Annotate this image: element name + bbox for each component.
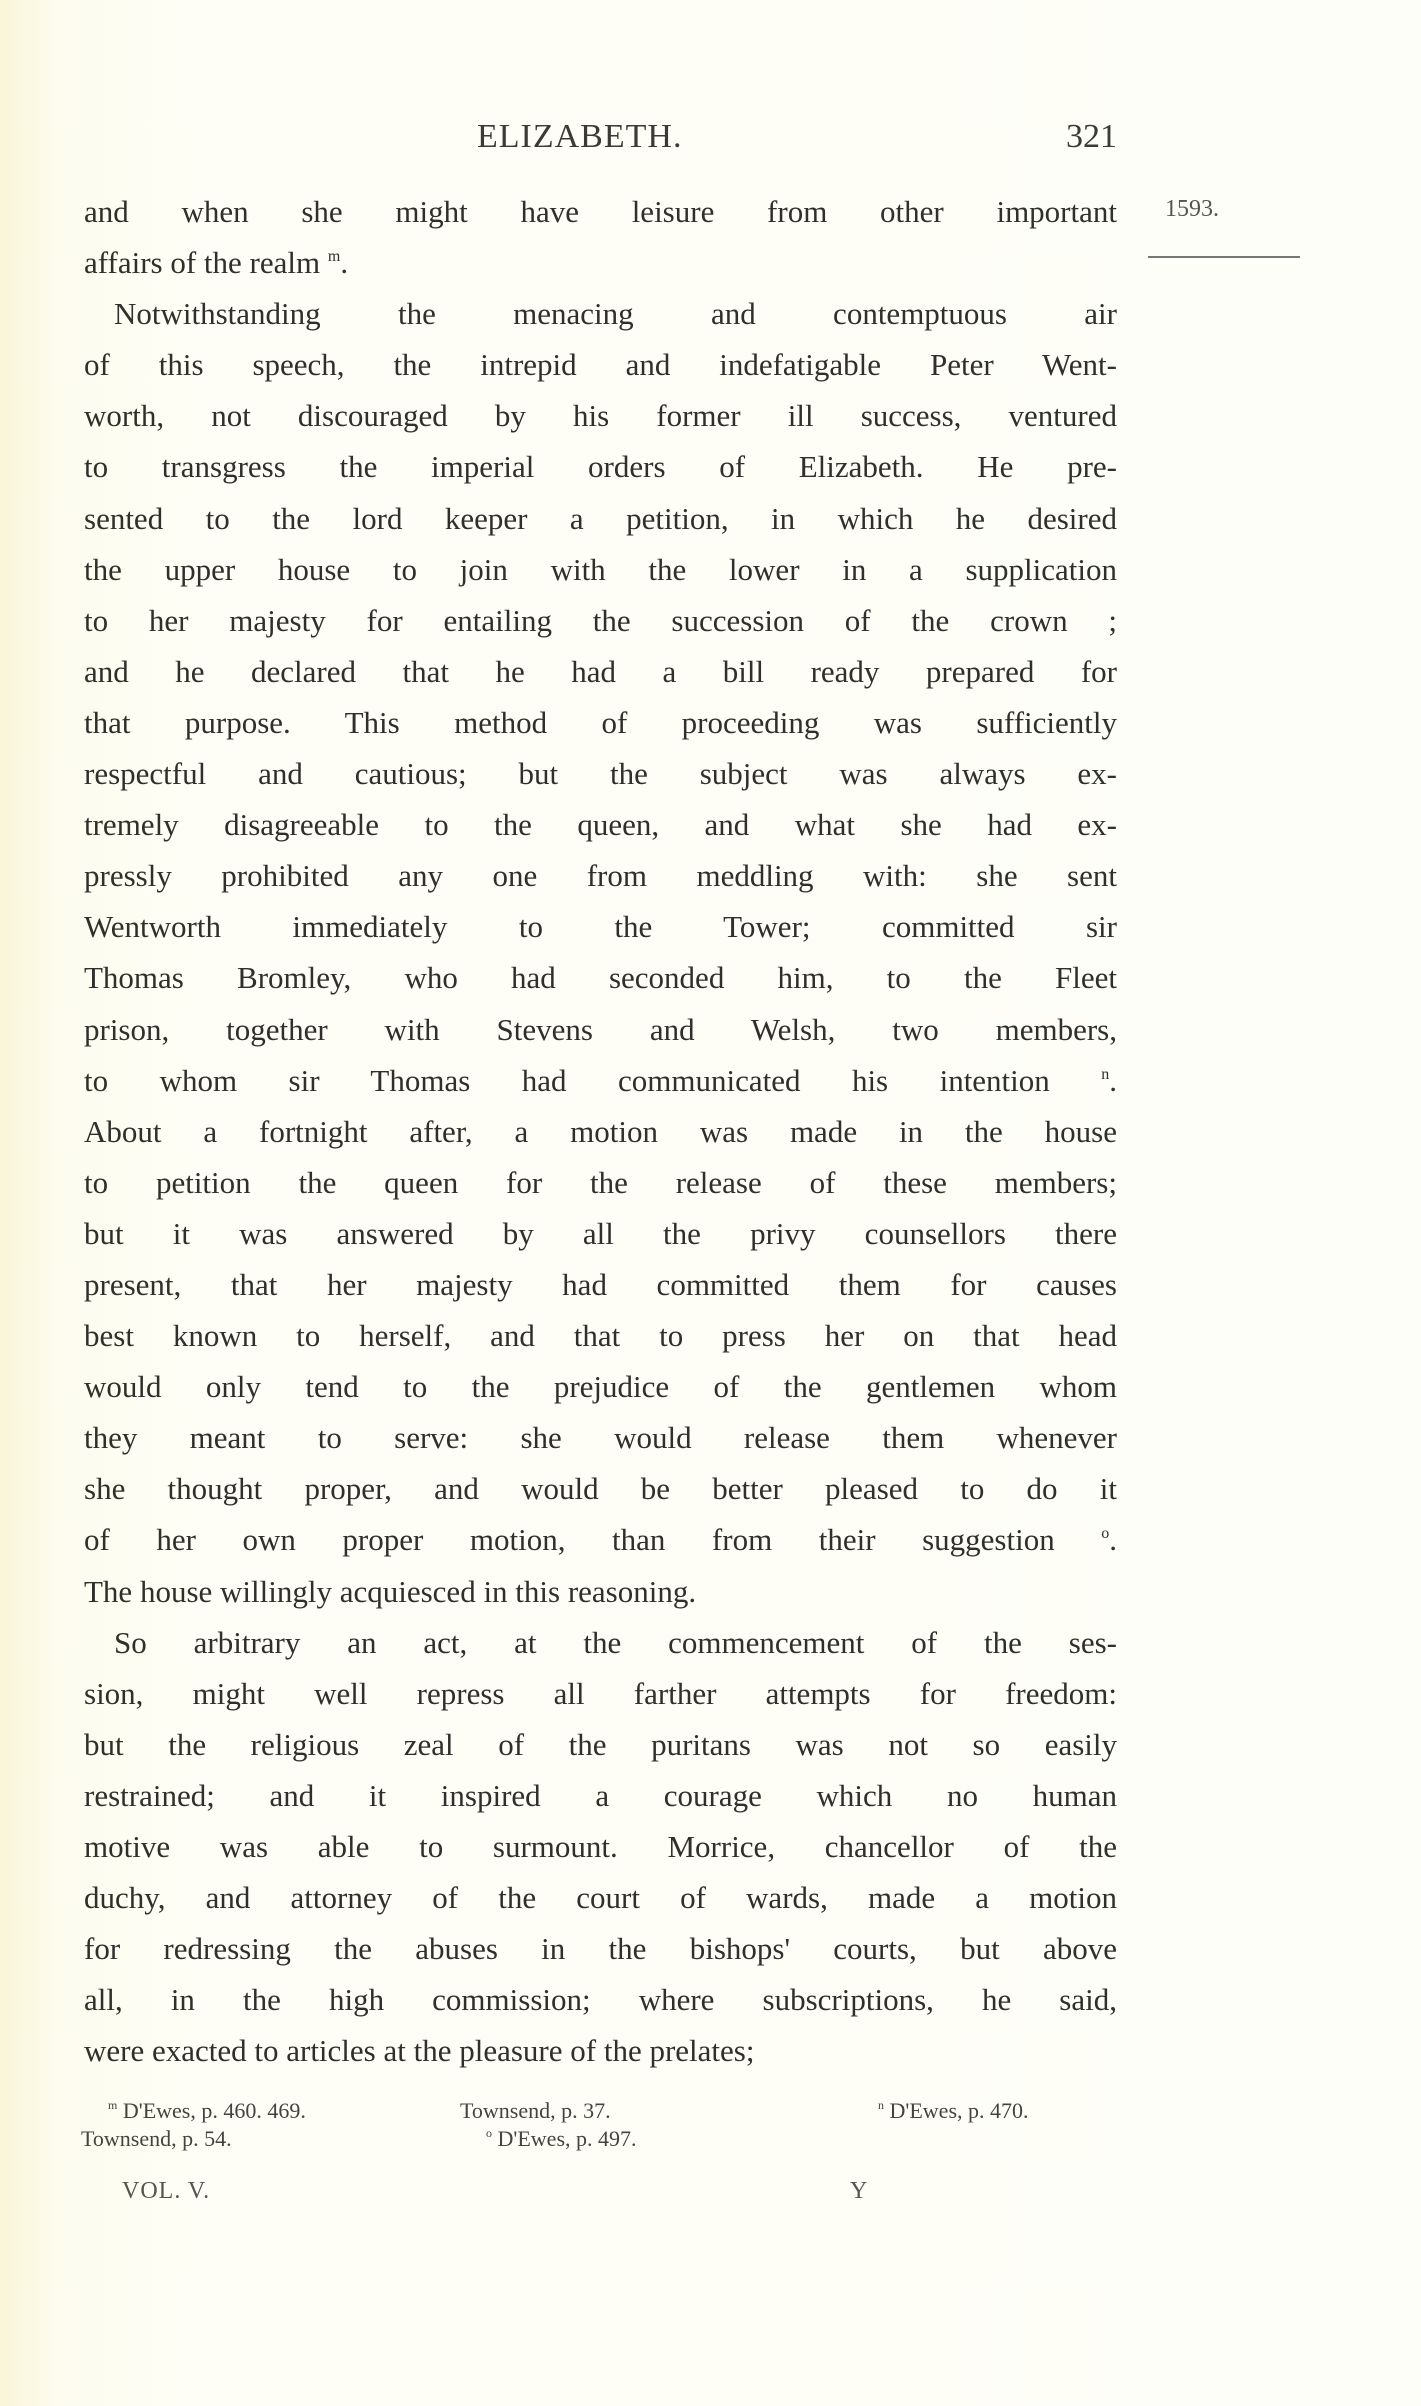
text-line-content: of this speech, the intrepid and indefatigable Peter Went- [84, 347, 1117, 383]
text-line [84, 1412, 1117, 1463]
footnote-marker: n [878, 2098, 884, 2112]
text-line [84, 1361, 1117, 1412]
text-line [84, 595, 1117, 646]
margin-year-note: 1593. [1165, 196, 1219, 222]
running-title: ELIZABETH. [477, 118, 683, 155]
footnote-text: D'Ewes, p. 460. 469. [122, 2098, 306, 2123]
footnote-o [486, 2126, 637, 2152]
text-line [84, 1821, 1117, 1872]
text-line [84, 441, 1117, 492]
text-line-content: prison, together with Stevens and Welsh, two members, [84, 1011, 1117, 1047]
text-line-content: About a fortnight after, a motion was made in the house [84, 1113, 1117, 1149]
footnote-marker: m [108, 2098, 118, 2112]
text-line-content: she thought proper, and would be better pleased to do it [84, 1471, 1117, 1507]
text-line-content: Notwithstanding the menacing and contemptuous air [114, 296, 1117, 332]
punctuation: . [1109, 1062, 1118, 1098]
page-number: 321 [1066, 118, 1117, 155]
text-line [84, 748, 1117, 799]
text-line-content: to petition the queen for the release of these members; [84, 1164, 1117, 1200]
text-line [84, 1923, 1117, 1974]
text-line-content: but the religious zeal of the puritans was not so easily [84, 1726, 1117, 1762]
text-line [84, 2025, 1117, 2076]
punctuation: . [1109, 1522, 1117, 1558]
text-line-content: worth, not discouraged by his former ill success, ventured [84, 398, 1117, 434]
text-line-content: pressly prohibited any one from meddling with: she sent [84, 858, 1117, 894]
footnote-marker: o [486, 2126, 492, 2140]
text-line [84, 186, 1117, 237]
text-line [84, 1055, 1117, 1106]
text-line-content: the upper house to join with the lower in a supplication [84, 551, 1117, 587]
footnote-m [108, 2098, 306, 2124]
footnote-m-cont2: Townsend, p. 54. [81, 2126, 232, 2151]
text-line [84, 901, 1117, 952]
text-line [84, 1514, 1117, 1565]
text-line [84, 697, 1117, 748]
text-line [84, 1106, 1117, 1157]
margin-rule [1148, 256, 1300, 258]
text-line-content: tremely disagreeable to the queen, and what she had ex- [84, 807, 1117, 843]
text-line-content: Thomas Bromley, who had seconded him, to the Fleet [84, 960, 1117, 996]
text-line-content: and when she might have leisure from other important [84, 194, 1117, 229]
text-line-content: best known to herself, and that to press her on that head [84, 1318, 1117, 1354]
text-line [84, 288, 1117, 339]
text-line-content: sion, might well repress all farther attempts for freedom: [84, 1675, 1117, 1711]
text-line [84, 390, 1117, 441]
text-line-content: So arbitrary an act, at the commencement of the ses- [114, 1624, 1117, 1660]
text-line [84, 1157, 1117, 1208]
note-reference: o [1101, 1525, 1110, 1543]
text-line-content: The house willingly acquiesced in this reasoning. [84, 1573, 697, 1609]
text-line [84, 1463, 1117, 1514]
text-line-content: respectful and cautious; but the subject was always ex- [84, 756, 1117, 792]
text-line [84, 1872, 1117, 1923]
text-line-content: present, that her majesty had committed them for causes [84, 1266, 1117, 1302]
footnote-text: D'Ewes, p. 470. [889, 2098, 1029, 2123]
text-line [84, 1974, 1117, 2025]
note-reference: m [327, 248, 341, 266]
text-line-content: of her own proper motion, than from their suggestion [84, 1522, 1055, 1558]
text-line-content: to her majesty for entailing the succession of the crown ; [84, 602, 1117, 638]
text-line-content: restrained; and it inspired a courage which no human [84, 1777, 1117, 1813]
text-line [84, 544, 1117, 595]
text-line-content: but it was answered by all the privy counsellors there [84, 1215, 1117, 1251]
note-reference: n [1101, 1065, 1110, 1083]
text-line-content: were exacted to articles at the pleasure of the prelates; [84, 2033, 755, 2069]
text-line-content: affairs of the realm [84, 245, 321, 281]
text-line [84, 799, 1117, 850]
volume-signature: VOL. V. [122, 2178, 211, 2204]
text-line [84, 850, 1117, 901]
text-line-content: for redressing the abuses in the bishops' courts, but above [84, 1931, 1117, 1967]
text-line [84, 1719, 1117, 1770]
text-line [84, 339, 1117, 390]
text-line-content: they meant to serve: she would release them whenever [84, 1420, 1117, 1456]
footnote-text: D'Ewes, p. 497. [497, 2126, 637, 2151]
text-line-content: motive was able to surmount. Morrice, chancellor of the [84, 1829, 1117, 1864]
text-line-content: duchy, and attorney of the court of wards, made a motion [84, 1880, 1117, 1916]
text-line [84, 1310, 1117, 1361]
text-line [84, 1617, 1117, 1668]
text-line-content: to transgress the imperial orders of Elizabeth. He pre- [84, 449, 1117, 485]
text-line-content: and he declared that he had a bill ready prepared for [84, 653, 1117, 689]
text-line-content: sented to the lord keeper a petition, in which he desired [84, 500, 1117, 536]
text-line [84, 237, 1117, 288]
text-line-content: all, in the high commission; where subscriptions, he said, [84, 1982, 1117, 2018]
text-line [84, 1208, 1117, 1259]
body-text [84, 186, 1117, 2076]
text-line [84, 1668, 1117, 1719]
text-line [84, 1004, 1117, 1055]
footnote-m-cont: Townsend, p. 37. [460, 2098, 611, 2123]
punctuation: . [340, 245, 349, 281]
signature-mark: Y [850, 2178, 868, 2204]
text-line [84, 1259, 1117, 1310]
text-line [84, 646, 1117, 697]
text-line [84, 493, 1117, 544]
text-line [84, 1770, 1117, 1821]
footnote-n [878, 2098, 1029, 2124]
text-line [84, 952, 1117, 1003]
text-line-content: Wentworth immediately to the Tower; committed sir [84, 909, 1117, 945]
text-line [84, 1566, 1117, 1617]
text-line-content: that purpose. This method of proceeding was sufficiently [84, 704, 1117, 740]
text-line-content: to whom sir Thomas had communicated his intention [84, 1062, 1050, 1098]
text-line-content: would only tend to the prejudice of the gentlemen whom [84, 1369, 1117, 1405]
